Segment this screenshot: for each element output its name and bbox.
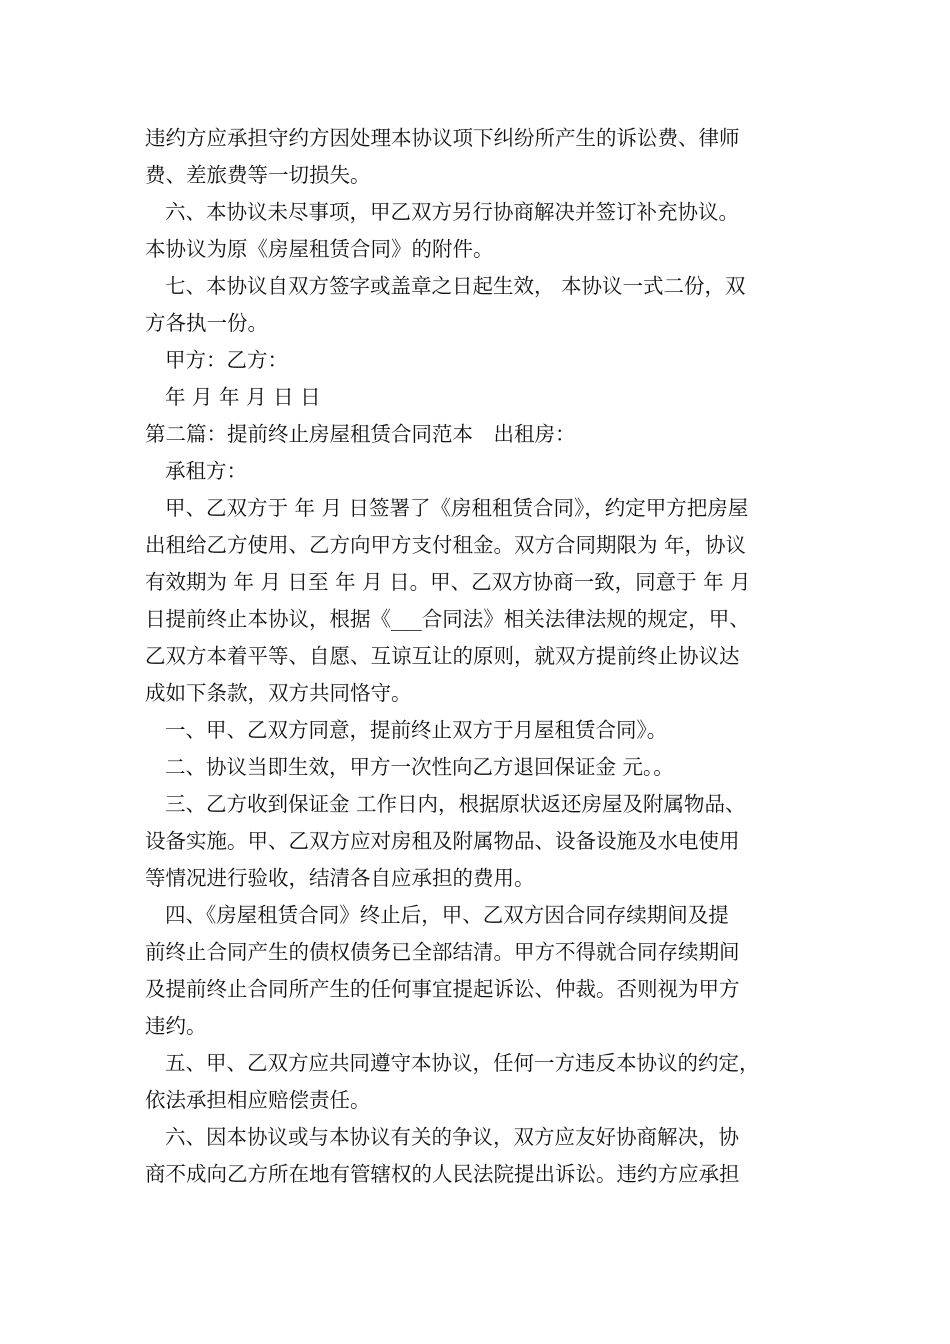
text-line: 方各执一份。: [145, 311, 268, 335]
text-line: 七、本协议自双方签字或盖章之日起生效， 本协议一式二份，双: [165, 274, 746, 298]
signature-line: 甲方：乙方：: [165, 348, 288, 372]
text-line: 本协议为原《房屋租赁合同》的附件。: [145, 237, 494, 261]
section-heading: 第二篇：提前终止房屋租赁合同范本 出租房：: [145, 422, 576, 446]
date-line: 年 月 年 月 日 日: [165, 385, 321, 409]
text-line: 及提前终止合同所产生的任何事宜提起诉讼、仲裁。否则视为甲方: [145, 977, 740, 1001]
text-line: 有效期为 年 月 日至 年 月 日。甲、乙双方协商一致，同意于 年 月: [145, 570, 751, 594]
text-line: 承租方：: [165, 459, 247, 483]
text-line: 甲、乙双方于 年 月 日签署了《房租租赁合同》，约定甲方把房屋: [165, 496, 749, 520]
text-line: 日提前终止本协议，根据《___合同法》相关法律法规的规定，甲、: [145, 607, 750, 631]
text-line: 三、乙方收到保证金 工作日内，根据原状返还房屋及附属物品、: [165, 792, 746, 816]
text-line: 乙双方本着平等、自愿、互谅互让的原则，就双方提前终止协议达: [145, 644, 740, 668]
text-line: 依法承担相应赔偿责任。: [145, 1088, 371, 1112]
text-line: 四、《房屋租赁合同》终止后，甲、乙双方因合同存续期间及提: [165, 903, 729, 927]
text-line: 等情况进行验收，结清各自应承担的费用。: [145, 866, 535, 890]
text-line: 设备实施。甲、乙双方应对房租及附属物品、设备设施及水电使用: [145, 829, 740, 853]
text-line: 违约方应承担守约方因处理本协议项下纠纷所产生的诉讼费、律师: [145, 126, 740, 150]
text-line: 一、甲、乙双方同意，提前终止双方于月屋租赁合同》。: [165, 718, 668, 742]
document-body: [145, 120, 835, 1193]
text-line: 六、因本协议或与本协议有关的争议，双方应友好协商解决，协: [165, 1125, 739, 1149]
text-line: 商不成向乙方所在地有管辖权的人民法院提出诉讼。违约方应承担: [145, 1162, 740, 1186]
text-line: 违约。: [145, 1014, 207, 1038]
text-line: 前终止合同产生的债权债务已全部结清。甲方不得就合同存续期间: [145, 940, 740, 964]
text-line: 六、本协议未尽事项，甲乙双方另行协商解决并签订补充协议。: [165, 200, 739, 224]
text-line: 出租给乙方使用、乙方向甲方支付租金。双方合同期限为 年，协议: [145, 533, 747, 557]
text-line: 五、甲、乙双方应共同遵守本协议，任何一方违反本协议的约定，: [165, 1051, 760, 1075]
text-line: 成如下条款，双方共同恪守。: [145, 681, 412, 705]
text-line: 费、差旅费等一切损失。: [145, 163, 371, 187]
text-line: 二、协议当即生效，甲方一次性向乙方退回保证金 元。。: [165, 755, 674, 779]
